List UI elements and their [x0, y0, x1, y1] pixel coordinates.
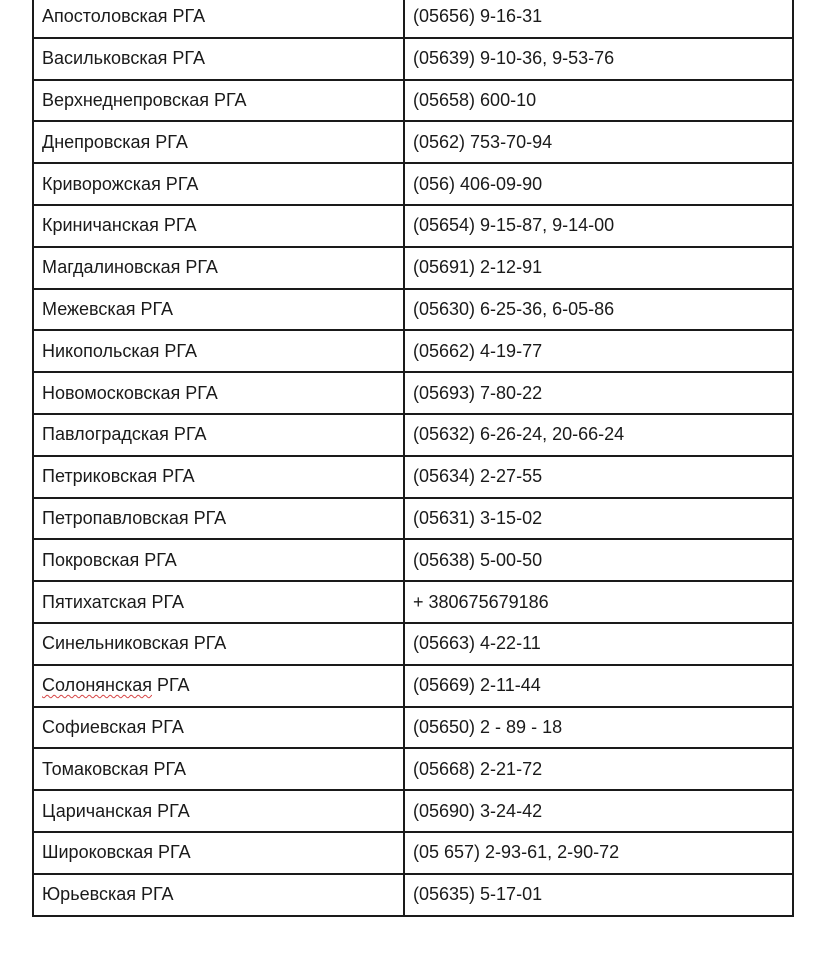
district-name-cell: Павлоградская РГА — [33, 414, 404, 456]
district-name-cell: Межевская РГА — [33, 289, 404, 331]
district-name-cell: Новомосковская РГА — [33, 372, 404, 414]
district-name-cell: Днепровская РГА — [33, 121, 404, 163]
table-row — [33, 456, 793, 498]
table-row — [33, 38, 793, 80]
district-name-cell: Синельниковская РГА — [33, 623, 404, 665]
table-row — [33, 748, 793, 790]
phone-cell: (05630) 6-25-36, 6-05-86 — [404, 289, 793, 331]
table-row — [33, 665, 793, 707]
district-name-cell: Юрьевская РГА — [33, 874, 404, 916]
table-row — [33, 372, 793, 414]
district-name-cell: Криворожская РГА — [33, 163, 404, 205]
table-row — [33, 205, 793, 247]
district-name-cell: Петриковская РГА — [33, 456, 404, 498]
phone-cell: (05650) 2 - 89 - 18 — [404, 707, 793, 749]
phone-cell: (05669) 2-11-44 — [404, 665, 793, 707]
table-row — [33, 539, 793, 581]
district-name-cell: Петропавловская РГА — [33, 498, 404, 540]
district-name-cell: Васильковская РГА — [33, 38, 404, 80]
table-row — [33, 80, 793, 122]
phone-cell: (05691) 2-12-91 — [404, 247, 793, 289]
district-name-cell: Царичанская РГА — [33, 790, 404, 832]
phone-cell: + 380675679186 — [404, 581, 793, 623]
table-row — [33, 790, 793, 832]
phone-cell: (05693) 7-80-22 — [404, 372, 793, 414]
phone-cell: (05690) 3-24-42 — [404, 790, 793, 832]
district-name-spellcheck-word: Солонянская — [42, 675, 152, 696]
table-row — [33, 0, 793, 38]
phone-cell: (05656) 9-16-31 — [404, 0, 793, 38]
table-row — [33, 330, 793, 372]
district-name-cell: Софиевская РГА — [33, 707, 404, 749]
district-name-suffix: РГА — [152, 675, 190, 696]
table-row — [33, 581, 793, 623]
phone-cell: (05634) 2-27-55 — [404, 456, 793, 498]
table-row — [33, 874, 793, 916]
phone-cell: (05658) 600-10 — [404, 80, 793, 122]
district-name-cell: Никопольская РГА — [33, 330, 404, 372]
table-body — [33, 0, 793, 916]
district-name-cell: Апостоловская РГА — [33, 0, 404, 38]
phone-cell: (05663) 4-22-11 — [404, 623, 793, 665]
table-row — [33, 832, 793, 874]
phone-cell: (05638) 5-00-50 — [404, 539, 793, 581]
table-row — [33, 498, 793, 540]
phone-cell: (05635) 5-17-01 — [404, 874, 793, 916]
phone-cell: (05668) 2-21-72 — [404, 748, 793, 790]
phone-cell: (056) 406-09-90 — [404, 163, 793, 205]
district-name-cell: Магдалиновская РГА — [33, 247, 404, 289]
table-row — [33, 289, 793, 331]
phone-cell: (05654) 9-15-87, 9-14-00 — [404, 205, 793, 247]
phone-cell: (05 657) 2-93-61, 2-90-72 — [404, 832, 793, 874]
district-name-cell: Широковская РГА — [33, 832, 404, 874]
table-row — [33, 623, 793, 665]
contacts-table — [32, 0, 794, 917]
table-row — [33, 163, 793, 205]
phone-cell: (05632) 6-26-24, 20-66-24 — [404, 414, 793, 456]
table-row — [33, 414, 793, 456]
district-name-cell: Покровская РГА — [33, 539, 404, 581]
table-row — [33, 707, 793, 749]
phone-cell: (05662) 4-19-77 — [404, 330, 793, 372]
phone-cell: (0562) 753-70-94 — [404, 121, 793, 163]
district-name-cell: Верхнеднепровская РГА — [33, 80, 404, 122]
district-name-cell: Криничанская РГА — [33, 205, 404, 247]
district-name-cell — [33, 665, 404, 707]
district-name-cell: Пятихатская РГА — [33, 581, 404, 623]
table-row — [33, 121, 793, 163]
phone-cell: (05631) 3-15-02 — [404, 498, 793, 540]
phone-cell: (05639) 9-10-36, 9-53-76 — [404, 38, 793, 80]
table-row — [33, 247, 793, 289]
district-name-cell: Томаковская РГА — [33, 748, 404, 790]
